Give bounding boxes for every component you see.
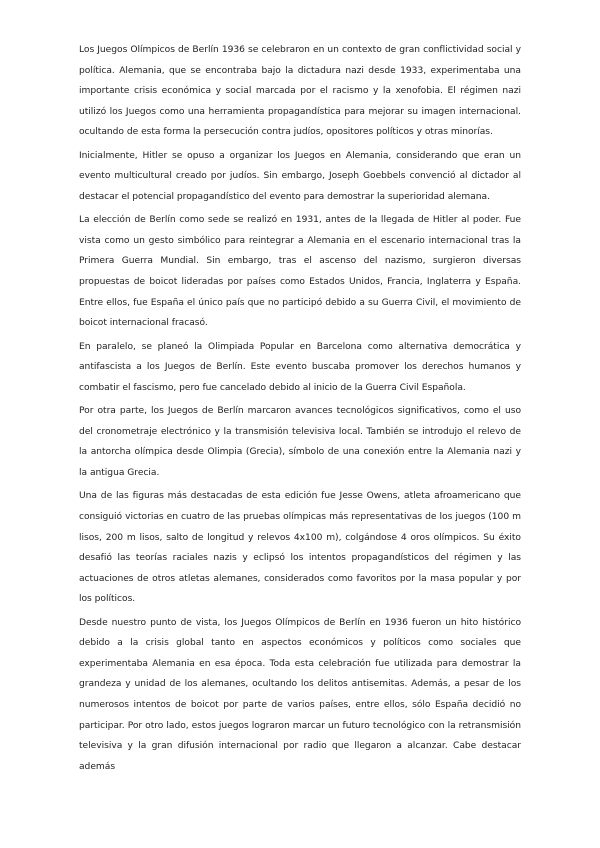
paragraph-technology: Por otra parte, los Juegos de Berlín marcaron avances tecnológicos significativos, como el uso del cronometraje electrónico y la transmisión televisiva local. También se introdujo el relevo de la antorcha olímpica desde Olimpia (Grecia), símbolo de una conexión entre la Alemania nazi y la antigua Grecia. — [79, 406, 521, 478]
paragraph-jesse-owens: Una de las figuras más destacadas de esta edición fue Jesse Owens, atleta afroamericano que consiguió victorias en cuatro de las pruebas olímpicas más representativas de los juegos (100 m lisos, 200 m lisos, salto de longitud y relevos 4x100 m), colgándose 4 oros olímpicos. Su éxito desafió las teorías raciales nazis y eclipsó los intentos propagandísticos del régimen y las actuaciones de otros atletas alemanes, considerados como favoritos por la masa popular y por los políticos. — [79, 491, 521, 605]
paragraph-conclusion: Desde nuestro punto de vista, los Juegos Olímpicos de Berlín en 1936 fueron un hito histórico debido a la crisis global tanto en aspectos económicos y políticos como sociales que experimentaba Alemania en esa época. Toda esta celebración fue utilizada para demostrar la grandeza y unidad de los alemanes, ocultando los delitos antisemitas. Además, a pesar de los numerosos intentos de boicot por parte de varios países, entre ellos, sólo España decidió no participar. Por otro lado, estos juegos lograron marcar un futuro tecnológico con la retransmisión televisiva y la gran difusión internacional por radio que llegaron a alcanzar. Cabe destacar además — [79, 617, 521, 772]
document-body — [79, 40, 521, 780]
paragraph-berlin-election: La elección de Berlín como sede se realizó en 1931, antes de la llegada de Hitler al poder. Fue vista como un gesto simbólico para reintegrar a Alemania en el escenario internacional tras la Primera Guerra Mundial. Sin embargo, tras el ascenso del nazismo, surgieron diversas propuestas de boicot lideradas por países como Estados Unidos, Francia, Inglaterra y España. Entre ellos, fue España el único país que no participó debido a su Guerra Civil, el movimiento de boicot internacional fracasó. — [79, 215, 521, 329]
paragraph-context: Los Juegos Olímpicos de Berlín 1936 se celebraron en un contexto de gran conflictividad social y política. Alemania, que se encontraba bajo la dictadura nazi desde 1933, experimentaba una importante crisis económica y social marcada por el racismo y la xenofobia. El régimen nazi utilizó los Juegos como una herramienta propagandística para mejorar su imagen internacional. ocultando de esta forma la persecución contra judíos, opositores políticos y otras minorías. — [79, 45, 521, 138]
paragraph-olimpiada-popular: En paralelo, se planeó la Olimpiada Popular en Barcelona como alternativa democrática y antifascista a los Juegos de Berlín. Este evento buscaba promover los derechos humanos y combatir el fascismo, pero fue cancelado debido al inicio de la Guerra Civil Española. — [79, 341, 521, 393]
paragraph-hitler-goebbels: Inicialmente, Hitler se opuso a organizar los Juegos en Alemania, considerando que eran un evento multicultural creado por judíos. Sin embargo, Joseph Goebbels convenció al dictador al destacar el potencial propagandístico del evento para demostrar la superioridad alemana. — [79, 150, 521, 202]
